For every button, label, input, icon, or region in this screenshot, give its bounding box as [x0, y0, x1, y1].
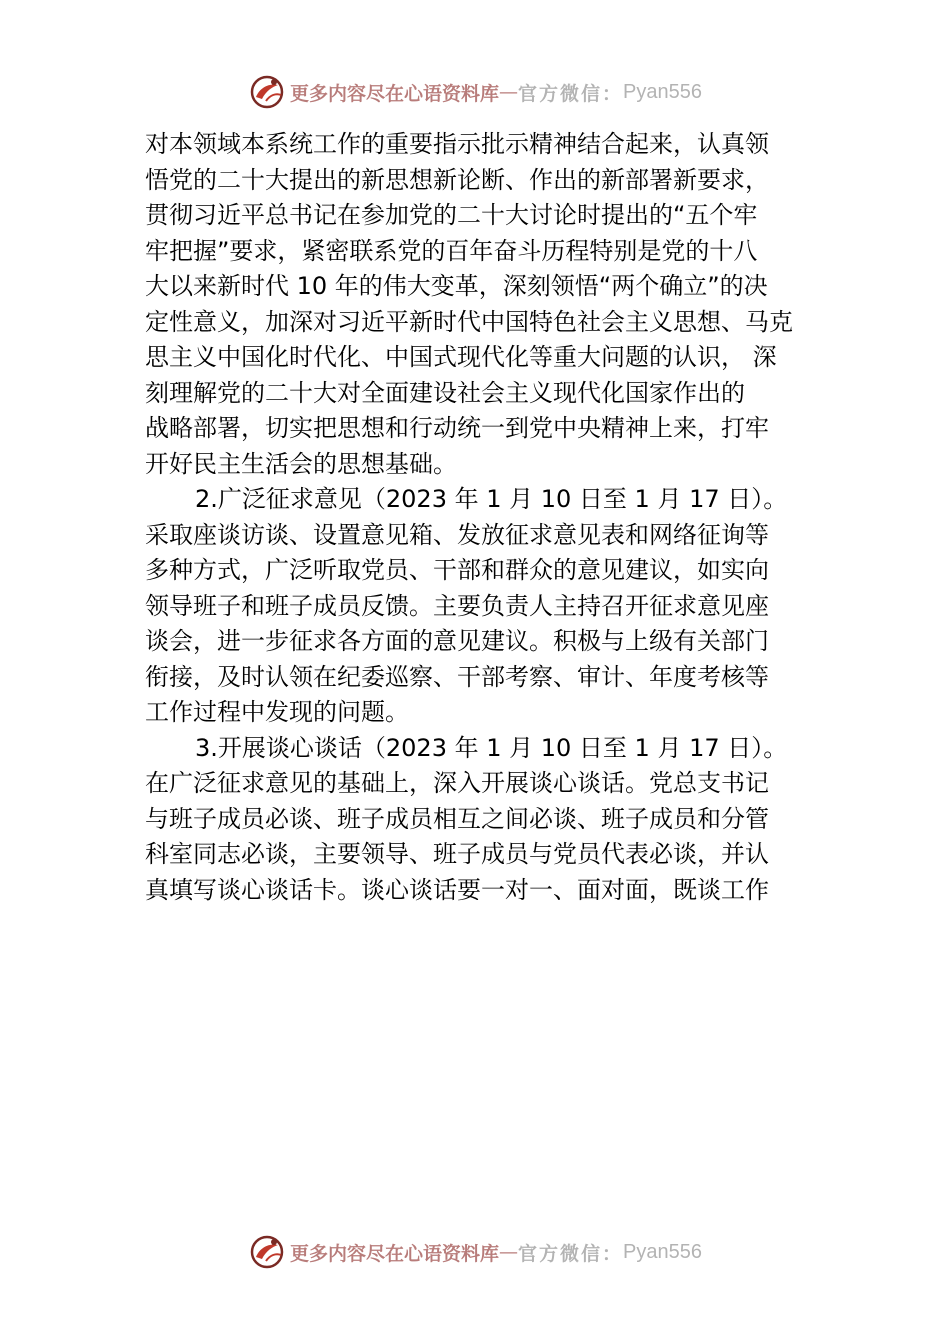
text-line: 对本领域本系统工作的重要指示批示精神结合起来，认真领: [145, 130, 769, 158]
document-body: [145, 127, 820, 908]
text-line: 悟党的二十大提出的新思想新论断、作出的新部署新要求，: [145, 165, 769, 194]
text-line: 衔接，及时认领在纪委巡察、干部考察、审计、年度考核等: [145, 662, 769, 691]
text-line: 贯彻习近平总书记在参加党的二十大讨论时提出的“五个牢: [145, 201, 758, 229]
footer-wechat-label: 官方微信：: [518, 1242, 624, 1265]
footer-wechat-id: Pyan556: [623, 1240, 702, 1263]
text-line: 3.开展谈心谈话（2023 年 1 月 10 日至 1 月 17 日）。: [195, 733, 788, 762]
logo-icon: [248, 1233, 286, 1271]
text-line: 领导班子和班子成员反馈。主要负责人主持召开征求意见座: [145, 591, 769, 620]
logo-icon: [248, 73, 286, 111]
text-line: 采取座谈访谈、设置意见箱、发放征求意见表和网络征询等: [145, 520, 769, 549]
header-brand: 更多内容尽在心语资料库: [290, 82, 500, 105]
text-line: 战略部署，切实把思想和行动统一到党中央精神上来，打牢: [145, 414, 769, 442]
text-line: 在广泛征求意见的基础上，深入开展谈心谈话。党总支书记: [145, 769, 769, 797]
text-line: 定性意义，加深对习近平新时代中国特色社会主义思想、马克: [145, 307, 793, 336]
header-separator: —: [499, 81, 519, 103]
text-line: 工作过程中发现的问题。: [145, 698, 409, 726]
text-line: 2.广泛征求意见（2023 年 1 月 10 日至 1 月 17 日）。: [195, 485, 788, 513]
header-wechat-id: Pyan556: [623, 80, 702, 103]
text-line: 思主义中国化时代化、中国式现代化等重大问题的认识， 深: [145, 343, 777, 371]
text-line: 科室同志必谈，主要领导、班子成员与党员代表必谈，并认: [145, 840, 769, 868]
header-banner: [0, 72, 950, 112]
text-line: 牢把握”要求，紧密联系党的百年奋斗历程特别是党的十八: [145, 236, 758, 265]
text-line: 多种方式，广泛听取党员、干部和群众的意见建议，如实向: [145, 556, 769, 584]
text-line: 开好民主生活会的思想基础。: [145, 449, 457, 478]
text-line: 谈会，进一步征求各方面的意见建议。积极与上级有关部门: [145, 627, 769, 655]
footer-brand: 更多内容尽在心语资料库: [290, 1242, 500, 1265]
text-line: 真填写谈心谈话卡。谈心谈话要一对一、面对面，既谈工作: [145, 875, 769, 904]
text-line: 大以来新时代 10 年的伟大变革，深刻领悟“两个确立”的决: [145, 272, 768, 300]
header-wechat-label: 官方微信：: [518, 82, 624, 105]
text-line: 与班子成员必谈、班子成员相互之间必谈、班子成员和分管: [145, 804, 769, 833]
footer-banner: [0, 1232, 950, 1272]
footer-separator: —: [499, 1241, 519, 1263]
text-line: 刻理解党的二十大对全面建设社会主义现代化国家作出的: [145, 378, 745, 407]
